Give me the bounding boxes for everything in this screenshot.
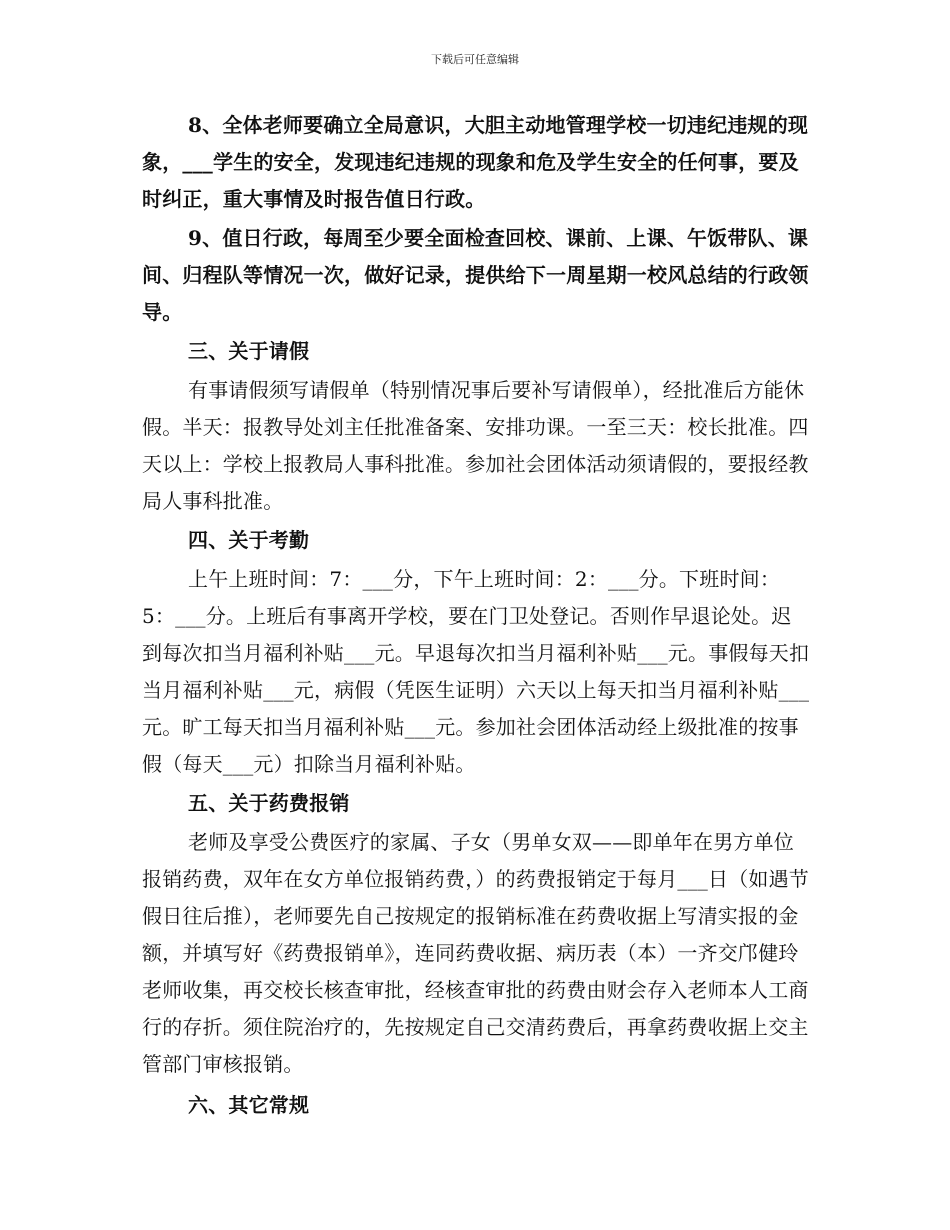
paragraph-item-9: 9、值日行政，每周至少要全面检查回校、课前、上课、午饭带队、课间、归程队等情况一次，做好记录，提供给下一周星期一校风总结的行政领导。: [142, 226, 809, 324]
section-heading-medical: 五、关于药费报销: [188, 791, 350, 815]
section-heading-leave: 三、关于请假: [188, 339, 310, 363]
section-heading-attendance: 四、关于考勤: [188, 528, 310, 552]
medical-paragraph: 老师及享受公费医疗的家属、子女（男单女双——即单年在男方单位报销药费，双年在女方单位报销药费，）的药费报销定于每月___日（如遇节假日往后推），老师要先自己按规定的报销标准在药费收据上写清实报的金额，并填写好《药费报销单》，连同药费收据、病历表（本）一齐交邝健玲老师收集，再交校长核查审批，经核查审批的药费由财会存入老师本人工商行的存折。须住院治疗的，先按规定自己交清药费后，再拿药费收据上交主管部门审核报销。: [142, 830, 809, 1076]
document-body: [142, 107, 810, 1124]
page-header: 下载后可任意编辑: [431, 53, 519, 66]
paragraph-item-8: 8、全体老师要确立全局意识，大胆主动地管理学校一切违纪违规的现象，___学生的安全，发现违纪违规的现象和危及学生安全的任何事，要及时纠正，重大事情及时报告值日行政。: [142, 113, 809, 211]
attendance-paragraph: 上午上班时间：7：___分，下午上班时间：2：___分。下班时间：5：___分。上班后有事离开学校，要在门卫处登记。否则作早退论处。迟到每次扣当月福利补贴___元。早退每次扣当月福利补贴___元。事假每天扣当月福利补贴___元，病假（凭医生证明）六天以上每天扣当月福利补贴___元。旷工每天扣当月福利补贴___元。参加社会团体活动经上级批准的按事假（每天___元）扣除当月福利补贴。: [142, 567, 810, 776]
leave-paragraph: 有事请假须写请假单（特别情况事后要补写请假单），经批准后方能休假。半天：报教导处刘主任批准备案、安排功课。一至三天：校长批准。四天以上：学校上报教局人事科批准。参加社会团体活动须请假的，要报经教局人事科批准。: [142, 378, 809, 513]
section-heading-other: 六、其它常规: [188, 1093, 310, 1117]
